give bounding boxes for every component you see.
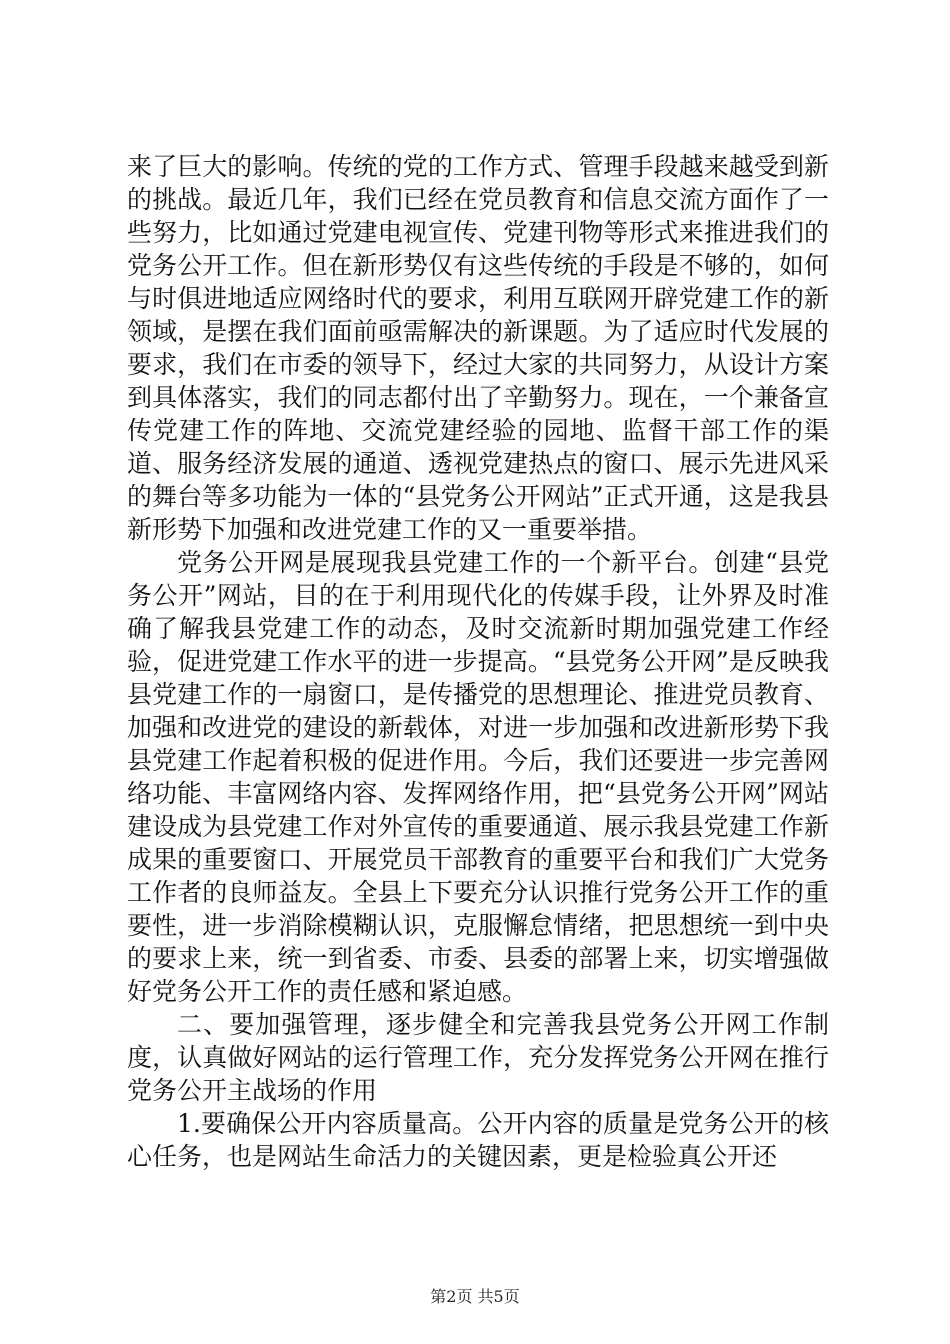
paragraph-1: 来了巨大的影响。传统的党的工作方式、管理手段越来越受到新的挑战。最近几年，我们已经在党员教育和信息交流方面作了一些努力，比如通过党建电视宣传、党建刊物等形式来推进我们的党务公开工作。但在新形势仅有这些传统的手段是不够的，如何与时俱进地适应网络时代的要求，利用互联网开辟党建工作的新领域，是摆在我们面前亟需解决的新课题。为了适应时代发展的要求，我们在市委的领导下，经过大家的共同努力，从设计方案到具体落实，我们的同志都付出了辛勤努力。现在，一个兼备宣传党建工作的阵地、交流党建经验的园地、监督干部工作的渠道、服务经济发展的通道、透视党建热点的窗口、展示先进风采的舞台等多功能为一体的“县党务公开网站”正式开通，这是我县新形势下加强和改进党建工作的又一重要举措。 — [127, 152, 829, 544]
paragraph-2: 党务公开网是展现我县党建工作的一个新平台。创建“县党务公开”网站，目的在于利用现代化的传媒手段，让外界及时准确了解我县党建工作的动态，及时交流新时期加强党建工作经验，促进党建工作水平的进一步提高。“县党务公开网”是反映我县党建工作的一扇窗口，是传播党的思想理论、推进党员教育、加强和改进党的建设的新载体，对进一步加强和改进新形势下我县党建工作起着积极的促进作用。今后，我们还要进一步完善网络功能、丰富网络内容、发挥网络作用，把“县党务公开网”网站建设成为县党建工作对外宣传的重要通道、展示我县党建工作新成果的重要窗口、开展党员干部教育的重要平台和我们广大党务工作者的良师益友。全县上下要充分认识推行党务公开工作的重要性，进一步消除模糊认识，克服懈怠情绪，把思想统一到中央的要求上来，统一到省委、市委、县委的部署上来，切实增强做好党务公开工作的责任感和紧迫感。 — [127, 548, 829, 1006]
body-text — [127, 150, 829, 1173]
page-number-footer: 第2页 共5页 — [430, 1287, 520, 1306]
paragraph-3: 二、要加强管理，逐步健全和完善我县党务公开网工作制度，认真做好网站的运行管理工作，充分发挥党务公开网在推行党务公开主战场的作用 — [127, 1010, 829, 1105]
paragraph-4: 1.要确保公开内容质量高。公开内容的质量是党务公开的核心任务，也是网站生命活力的关键因素，更是检验真公开还 — [127, 1109, 829, 1171]
